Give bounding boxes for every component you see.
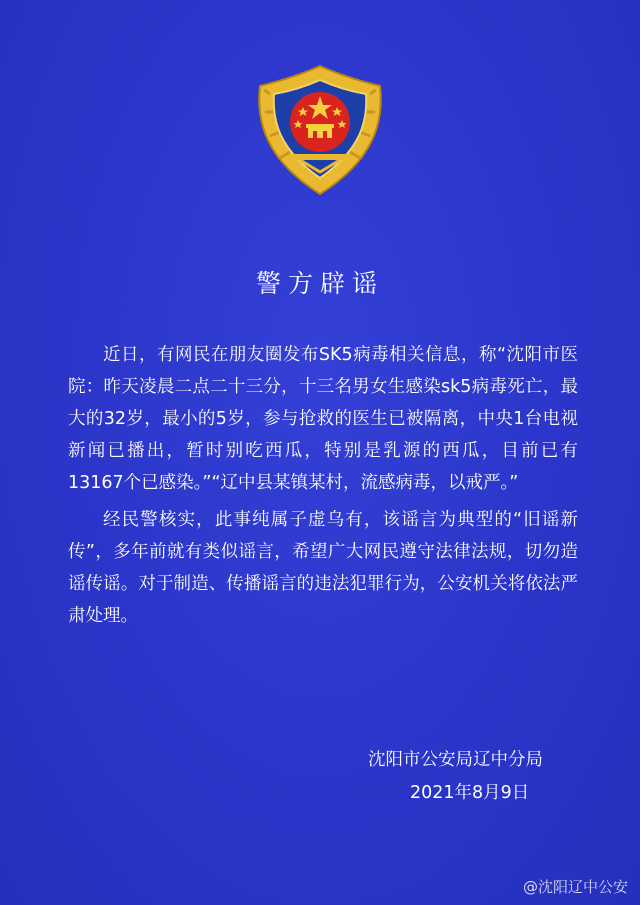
paragraph-verification: 经民警核实，此事纯属子虚乌有，该谣言为典型的“旧谣新传”，多年前就有类似谣言，希望广大网民遵守法律法规，切勿造谣传谣。对于制造、传播谣言的违法犯罪行为，公安机关将依法严肃处理。 xyxy=(68,510,578,626)
paragraph-rumor: 近日，有网民在朋友圈发布SK5病毒相关信息，称“沈阳市医院：昨天凌晨二点二十三分，十三名男女生感染sk5病毒死亡，最大的32岁，最小的5岁，参与抢救的医生已被隔离，中央1台电视新闻已播出，暂时别吃西瓜，特别是乳源的西瓜，目前已有13167个已感染。”“辽中县某镇某村，流感病毒，以戒严。” xyxy=(68,345,578,493)
police-emblem-icon xyxy=(250,60,390,200)
issuer-signature: 沈阳市公安局辽中分局 xyxy=(368,750,543,770)
watermark: @沈阳辽中公安 xyxy=(522,878,628,896)
issue-date: 2021年8月9日 xyxy=(410,783,530,803)
notice-title: 警方辟谣 xyxy=(255,269,384,298)
